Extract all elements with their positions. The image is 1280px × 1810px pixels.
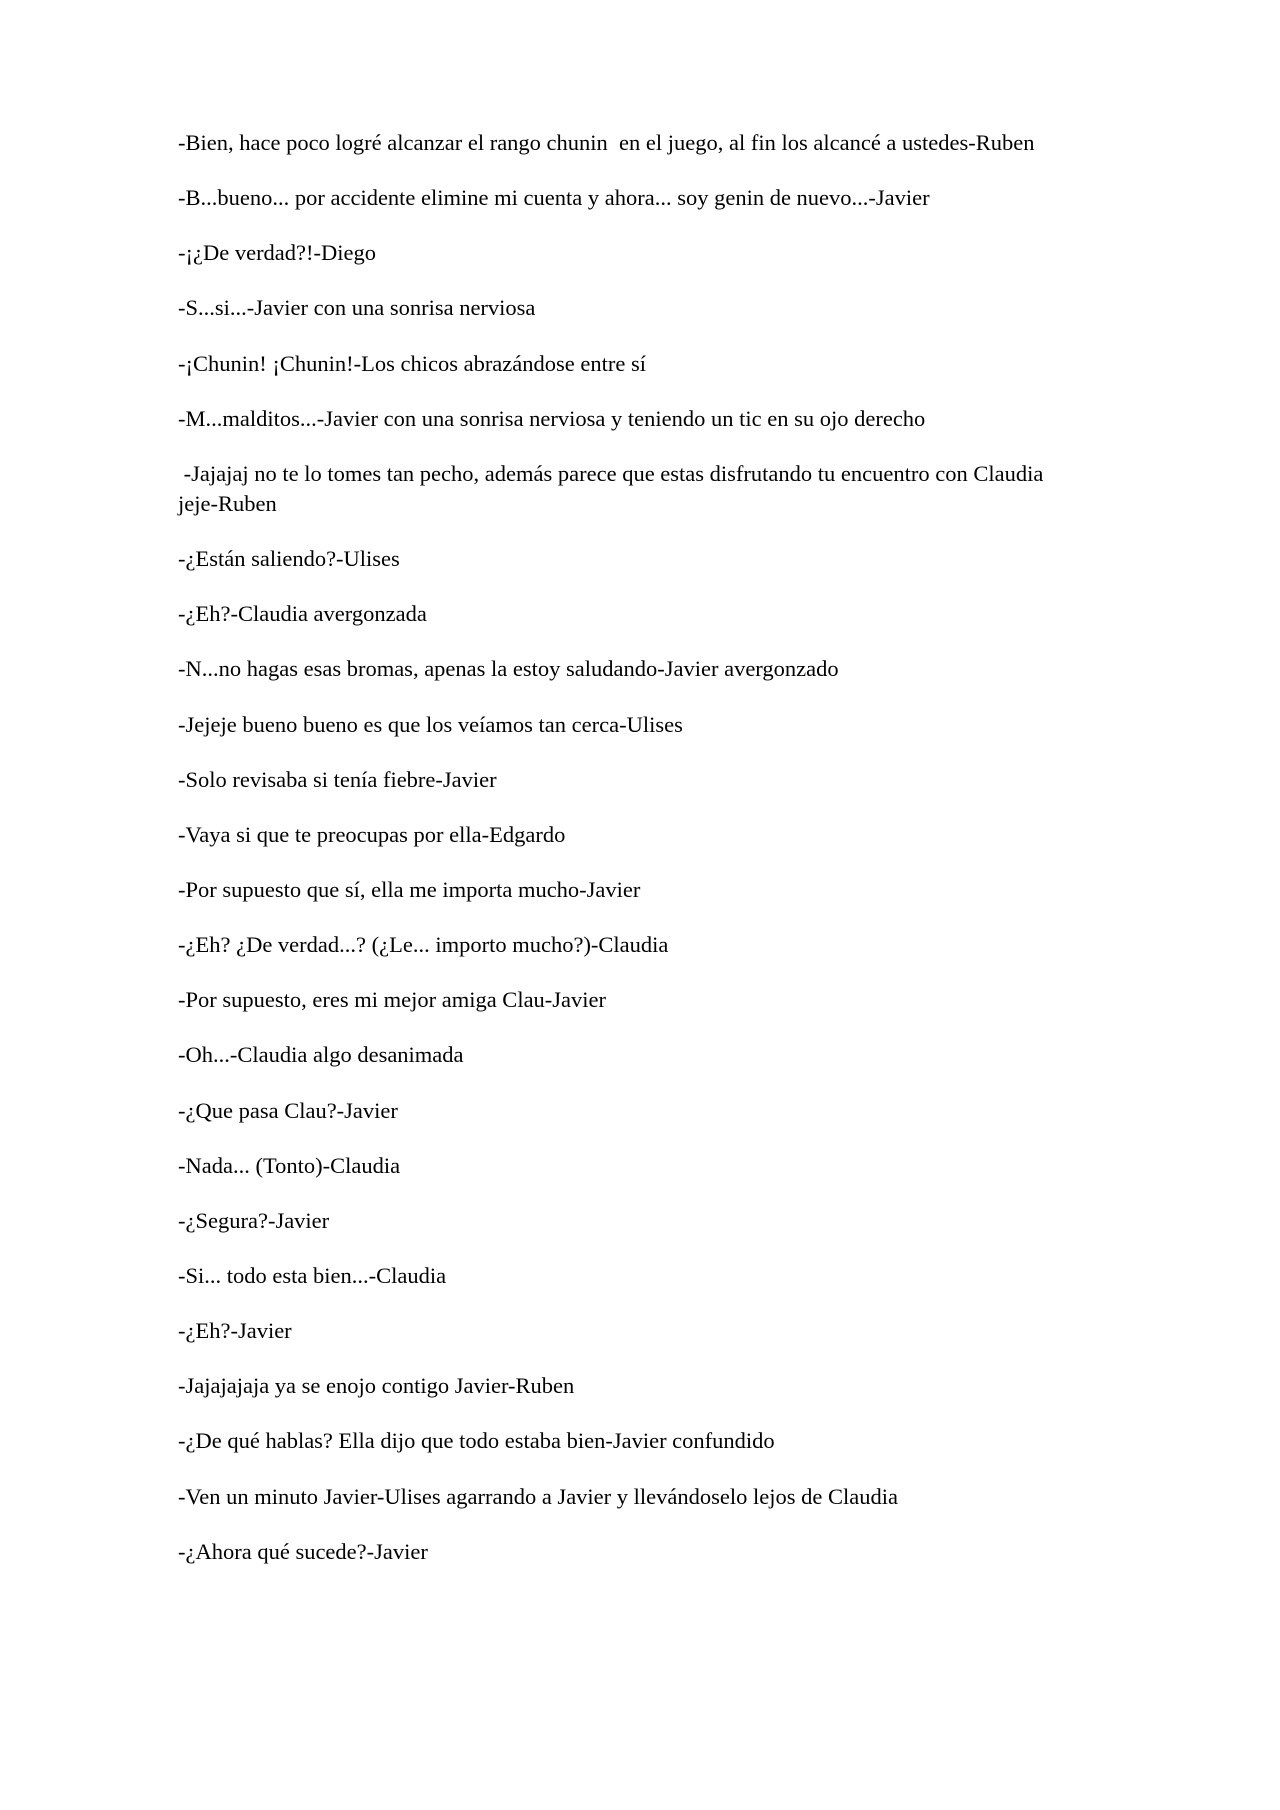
paragraph: -¿De qué hablas? Ella dijo que todo estaba bien-Javier confundido xyxy=(178,1428,775,1454)
paragraph: -Por supuesto, eres mi mejor amiga Clau-Javier xyxy=(178,987,607,1013)
paragraph: -¿Eh? ¿De verdad...? (¿Le... importo mucho?)-Claudia xyxy=(178,932,669,958)
paragraph: -Si... todo esta bien...-Claudia xyxy=(178,1262,447,1288)
paragraph: -Jajajajaja ya se enojo contigo Javier-Ruben xyxy=(178,1373,575,1399)
paragraph: -Ven un minuto Javier-Ulises agarrando a Javier y llevándoselo lejos de Claudia xyxy=(178,1483,898,1509)
paragraph: -Nada... (Tonto)-Claudia xyxy=(178,1152,401,1178)
paragraph: -M...malditos...-Javier con una sonrisa nerviosa y teniendo un tic en su ojo derecho xyxy=(178,405,926,431)
paragraph: -S...si...-Javier con una sonrisa nerviosa xyxy=(178,295,536,321)
paragraph: -B...bueno... por accidente elimine mi cuenta y ahora... soy genin de nuevo...-Javier xyxy=(178,185,930,211)
paragraph: -Solo revisaba si tenía fiebre-Javier xyxy=(178,766,497,792)
paragraph: -N...no hagas esas bromas, apenas la estoy saludando-Javier avergonzado xyxy=(178,656,839,682)
paragraph: -¡¿De verdad?!-Diego xyxy=(178,240,377,266)
paragraph: -¡Chunin! ¡Chunin!-Los chicos abrazándose entre sí xyxy=(178,350,646,376)
paragraph: -Jajajaj no te lo tomes tan pecho, además parece que estas disfrutando tu encuentro con Claudia jeje-Ruben xyxy=(178,460,1049,516)
paragraph: -¿Segura?-Javier xyxy=(178,1207,330,1233)
paragraph: -¿Eh?-Claudia avergonzada xyxy=(178,601,427,627)
paragraph: -¿Que pasa Clau?-Javier xyxy=(178,1097,398,1123)
paragraph: -¿Ahora qué sucede?-Javier xyxy=(178,1538,428,1564)
paragraph: -Bien, hace poco logré alcanzar el rango chunin en el juego, al fin los alcancé a ustedes-Ruben xyxy=(178,130,1035,155)
paragraph: -¿Están saliendo?-Ulises xyxy=(178,546,400,572)
paragraph: -Vaya si que te preocupas por ella-Edgardo xyxy=(178,821,566,847)
paragraph: -¿Eh?-Javier xyxy=(178,1318,292,1344)
paragraph: -Por supuesto que sí, ella me importa mucho-Javier xyxy=(178,876,641,902)
paragraph: -Jejeje bueno bueno es que los veíamos tan cerca-Ulises xyxy=(178,711,683,737)
paragraph: -Oh...-Claudia algo desanimada xyxy=(178,1042,464,1068)
